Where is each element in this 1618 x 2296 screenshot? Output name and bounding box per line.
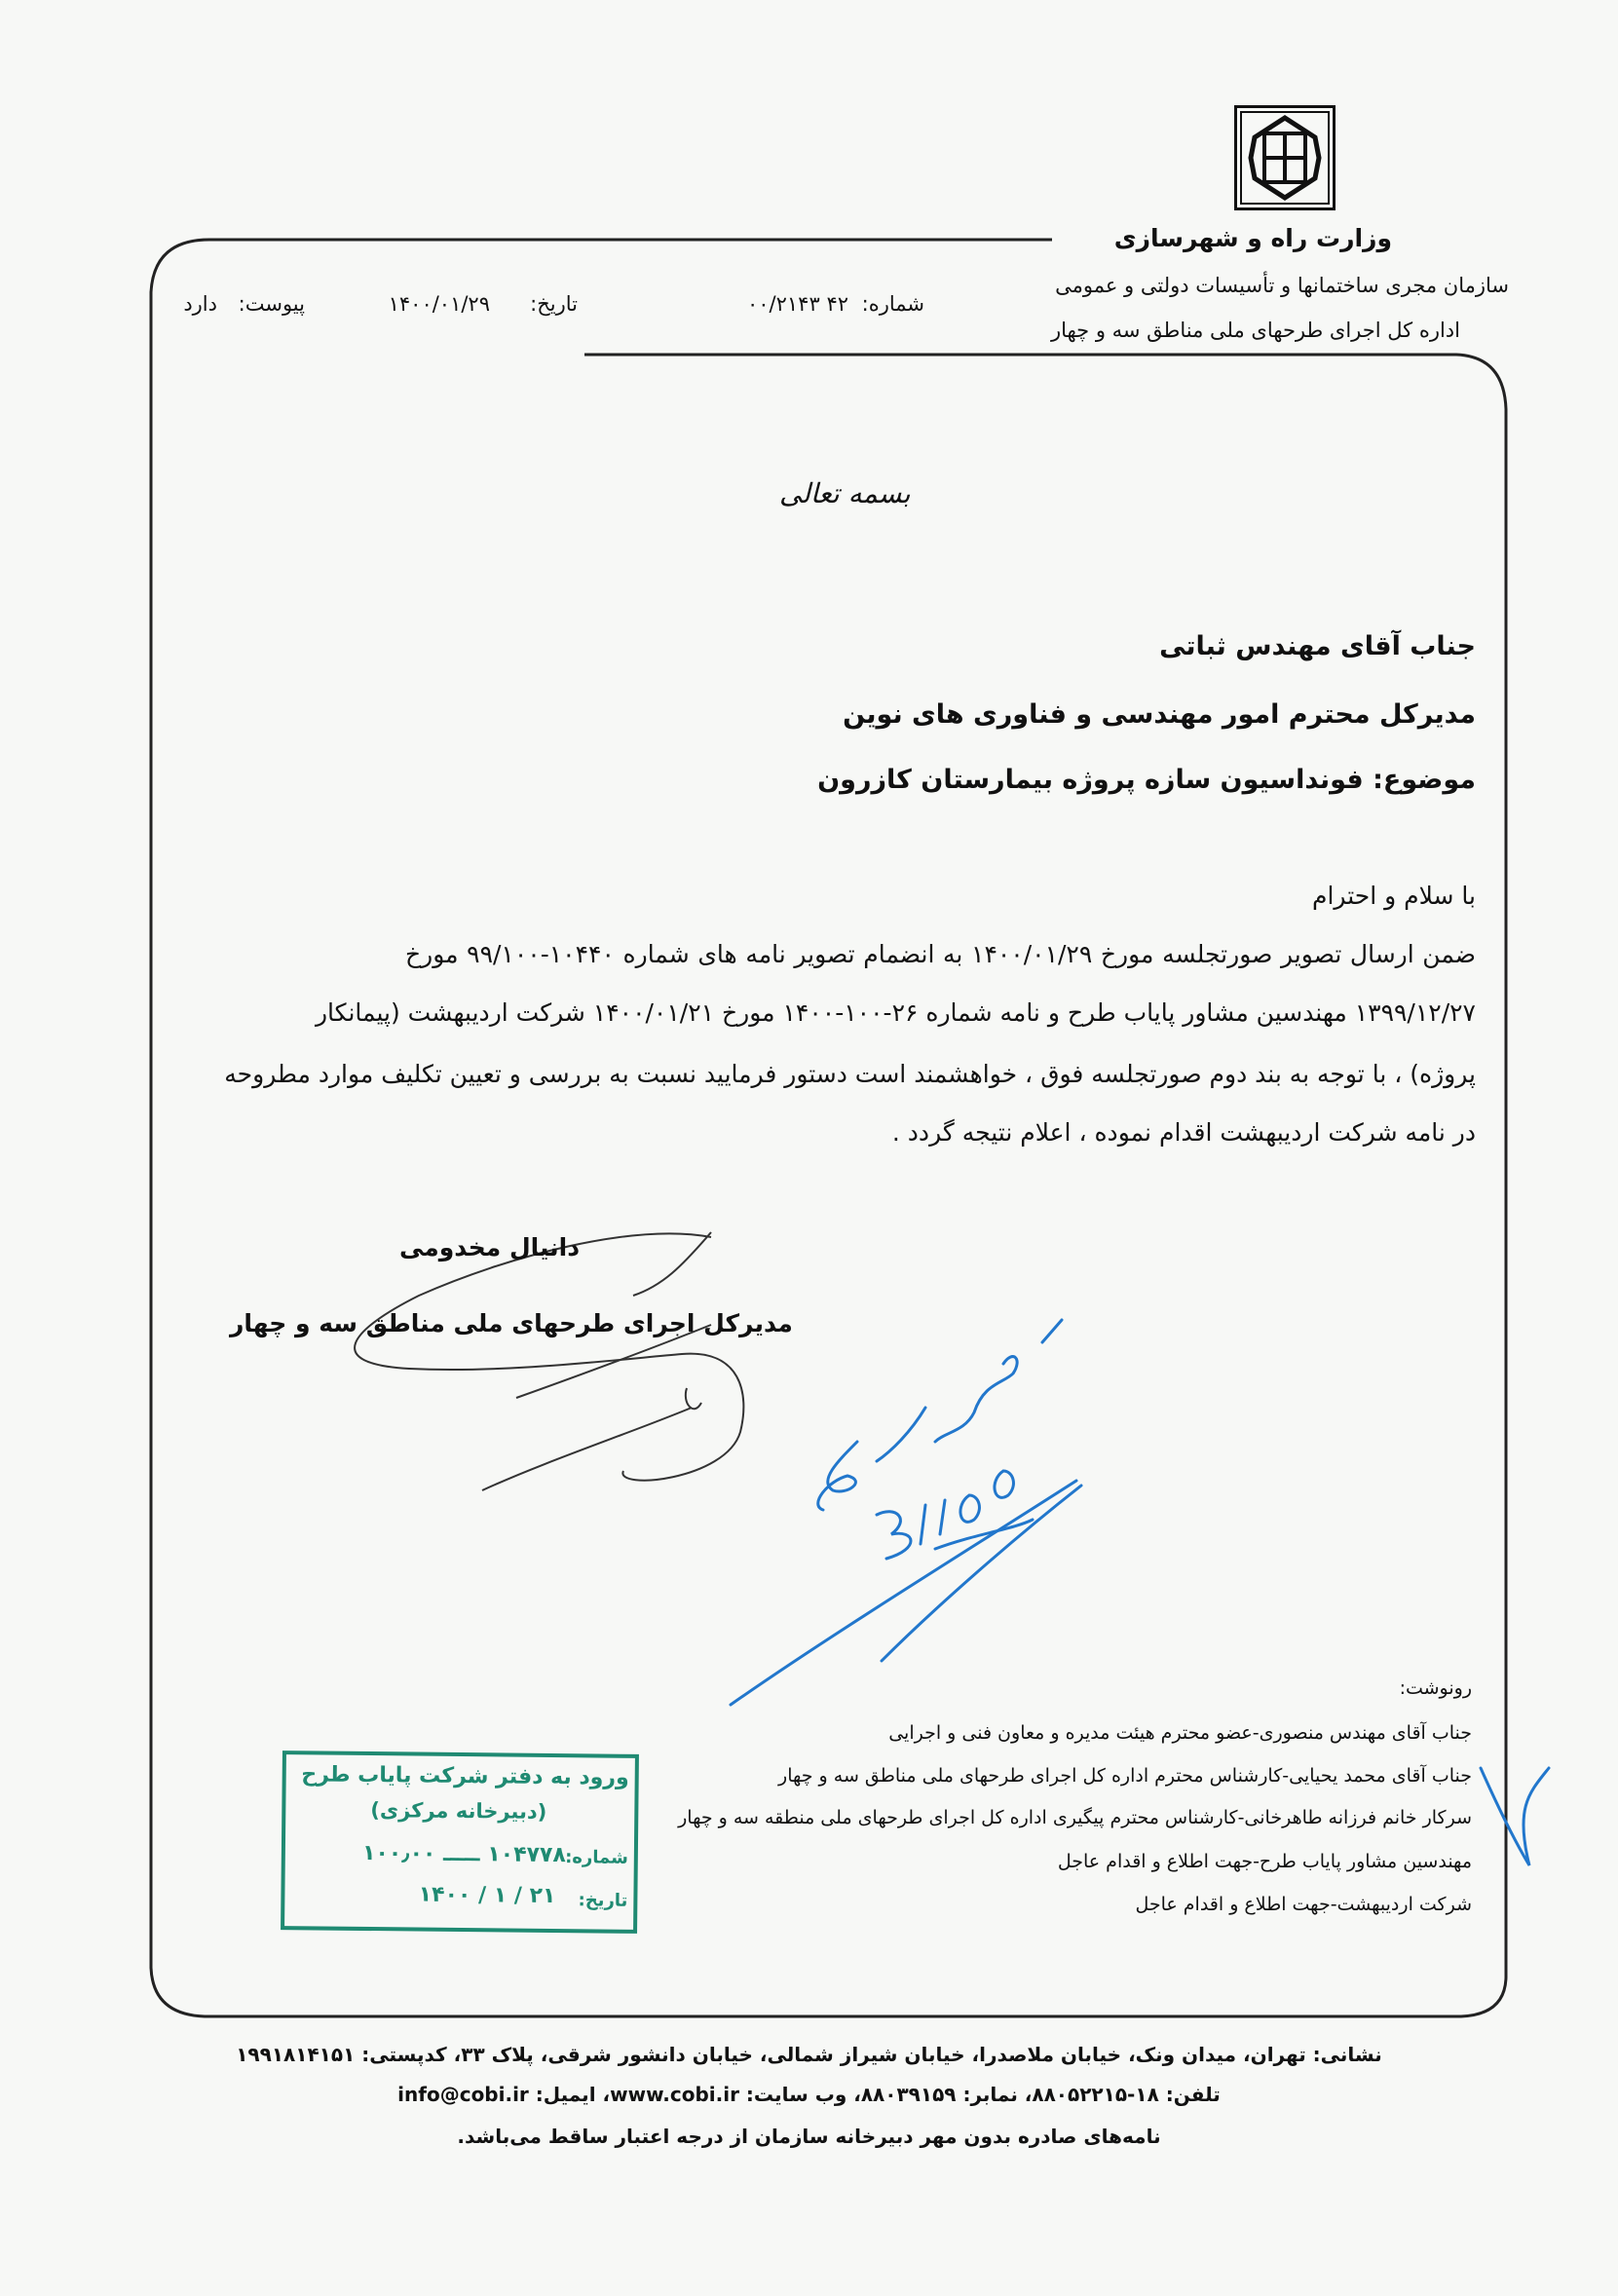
cc-item: سرکار خانم فرزانه طاهرخانی-کارشناس محترم پیگیری اداره کل اجرای طرحهای ملی منطقه سه و چهار xyxy=(678,1807,1472,1828)
footer-notice: نامه‌های صادره بدون مهر دبیرخانه سازمان از درجه اعتبار ساقط می‌باشد. xyxy=(457,2125,1161,2148)
body-line: ۱۳۹۹/۱۲/۲۷ مهندسین مشاور پایاب طرح و نامه شماره ۲۶-۱۰۰-۱۴۰۰ مورخ ۱۴۰۰/۰۱/۲۱ شرکت اردیبهشت (پیمانکار xyxy=(315,998,1476,1027)
addressee-title: مدیرکل محترم امور مهندسی و فناوری های نوین xyxy=(843,699,1476,730)
letter-subject: موضوع: فونداسیون سازه پروژه بیمارستان کازرون xyxy=(817,765,1476,795)
footer-address: نشانی: تهران، میدان ونک، خیابان ملاصدرا، خیابان شیراز شمالی، خیابان دانشور شرقی، پلاک ۳۳، کدپستی: ۱۹۹۱۸۱۴۱۵۱ xyxy=(236,2043,1382,2066)
signatory-name: دانیال مخدومی xyxy=(399,1233,581,1261)
body-line: در نامه شرکت اردیبهشت اقدام نموده ، اعلام نتیجه گردد . xyxy=(891,1118,1476,1147)
cc-item: جناب آقای مهندس منصوری-عضو محترم هیئت مدیره و معاون فنی و اجرایی xyxy=(888,1722,1472,1744)
greeting: با سلام و احترام xyxy=(1312,882,1476,910)
footer-contact: تلفن: ۱۸-۸۸۰۵۲۲۱۵، نمابر: ۸۸۰۳۹۱۵۹، وب سایت: www.cobi.ir، ایمیل: info@cobi.ir xyxy=(397,2083,1221,2106)
stamp-number-value: ۱۰۴۷۷۸ ـــــ ۱۰۰٫۰۰ xyxy=(361,1840,566,1868)
cc-item: مهندسین مشاور پایاب طرح-جهت اطلاع و اقدام عاجل xyxy=(1057,1851,1472,1872)
invocation: بسمه تعالی xyxy=(779,477,911,509)
received-stamp xyxy=(281,1750,639,1934)
signature-scribble xyxy=(355,1232,743,1490)
stamp-date-label: تاریخ: xyxy=(578,1890,628,1911)
ministry-logo xyxy=(1234,105,1336,210)
letter-number-value: ۴۲ ۰۰/۲۱۴۳ xyxy=(746,292,848,316)
body-line: ضمن ارسال تصویر صورتجلسه مورخ ۱۴۰۰/۰۱/۲۹ به انضمام تصویر نامه های شماره ۱۰۴۴۰-۹۹/۱۰۰ مورخ xyxy=(405,940,1477,968)
letter-number-label: شماره: xyxy=(861,292,924,316)
cc-label: رونوشت: xyxy=(1399,1677,1472,1699)
attachment-label: پیوست: xyxy=(238,292,305,316)
ministry-name: وزارت راه و شهرسازی xyxy=(1113,224,1392,252)
department-name: اداره کل اجرای طرحهای ملی مناطق سه و چهار xyxy=(1050,319,1460,342)
attachment-value: دارد xyxy=(183,292,217,316)
letter-date-label: تاریخ: xyxy=(530,292,578,316)
letter-date-value: ۱۴۰۰/۰۱/۲۹ xyxy=(388,292,490,316)
body-line: پروژه) ، با توجه به بند دوم صورتجلسه فوق ، خواهشمند است دستور فرمایید نسبت به بررسی و تعیین تکلیف موارد مطروحه xyxy=(224,1060,1476,1088)
addressee-name: جناب آقای مهندس ثباتی xyxy=(1159,631,1476,661)
logo-emblem-icon xyxy=(1237,108,1333,207)
stamp-number-label: شماره: xyxy=(565,1847,628,1868)
stamp-title: ورود به دفتر شرکت پایاب طرح xyxy=(301,1762,629,1790)
stamp-subtitle: (دبیرخانه مرکزی) xyxy=(370,1798,547,1824)
organization-name: سازمان مجری ساختمانها و تأسیسات دولتی و عمومی xyxy=(1055,274,1509,297)
signatory-title: مدیرکل اجرای طرحهای ملی مناطق سه و چهار xyxy=(230,1309,793,1337)
cc-item: جناب آقای محمد یحیایی-کارشناس محترم اداره کل اجرای طرحهای ملی مناطق سه و چهار xyxy=(778,1765,1472,1787)
stamp-date-value: ۲۱ / ۱ / ۱۴۰۰ xyxy=(418,1882,556,1909)
cc-item: شرکت اردیبهشت-جهت اطلاع و اقدام عاجل xyxy=(1135,1894,1472,1915)
